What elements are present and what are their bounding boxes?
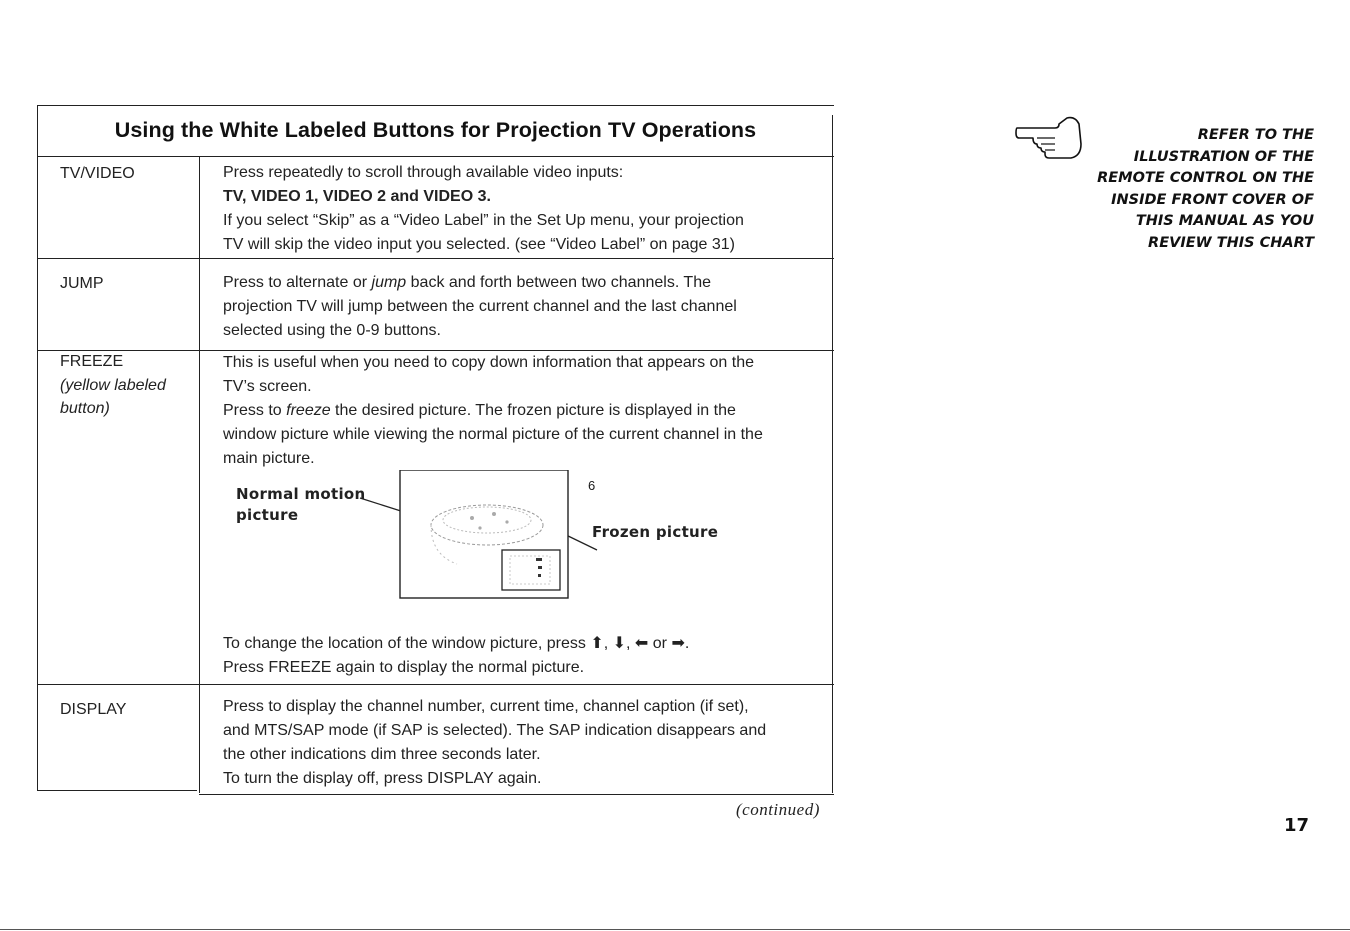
side-note-line: REMOTE CONTROL ON THE: [1097, 170, 1314, 187]
page-number: 17: [1284, 815, 1310, 836]
side-note-line: INSIDE FRONT COVER OF: [1111, 191, 1314, 208]
desc-line: the other indications dim three seconds later.: [223, 746, 541, 763]
desc-line: To turn the display off, press DISPLAY again.: [223, 770, 542, 787]
desc-line: and MTS/SAP mode (if SAP is selected). The SAP indication disappears and: [223, 722, 767, 739]
normal-motion-picture-label: Normal motion picture: [236, 485, 366, 524]
desc-line: Press repeatedly to scroll through available video inputs:: [223, 164, 624, 181]
side-note-line: THIS MANUAL AS YOU: [1135, 213, 1314, 230]
freeze-label: FREEZE: [60, 353, 124, 370]
table-bottom-border: [199, 794, 834, 795]
table-bottom-border: [37, 790, 197, 791]
title-divider: [37, 156, 834, 157]
row-desc-display: [223, 695, 833, 791]
freeze-illustration: [232, 470, 752, 605]
continued-note: (continued): [736, 800, 820, 819]
button-reference-table: [37, 105, 834, 793]
desc-line: window picture while viewing the normal picture of the current channel in the: [223, 426, 763, 443]
row-label-tv-video: TV/VIDEO: [60, 165, 135, 182]
table-top-border: [37, 105, 834, 106]
desc-line: Press to freeze the desired picture. The frozen picture is displayed in the: [223, 402, 736, 419]
row-divider: [37, 258, 834, 259]
desc-line: Press to display the channel number, current time, channel caption (if set),: [223, 698, 749, 715]
page-bottom-rule: [0, 929, 1350, 930]
desc-line: main picture.: [223, 450, 315, 467]
row-desc-tv-video: [223, 161, 833, 257]
desc-line: selected using the 0-9 buttons.: [223, 322, 441, 339]
desc-line: TV’s screen.: [223, 378, 312, 395]
desc-line-inputs: TV, VIDEO 1, VIDEO 2 and VIDEO 3.: [223, 188, 491, 205]
row-desc-freeze: [223, 351, 833, 471]
row-desc-jump: [223, 271, 833, 343]
desc-line: projection TV will jump between the current channel and the last channel: [223, 298, 737, 315]
side-note: [1054, 125, 1314, 255]
row-desc-freeze-continued: [223, 632, 833, 680]
desc-line: Press to alternate or jump back and forth between two channels. The: [223, 274, 711, 291]
frozen-picture-label: Frozen picture: [592, 523, 719, 541]
table-title: Using the White Labeled Buttons for Projection TV Operations: [114, 118, 757, 142]
desc-line: If you select “Skip” as a “Video Label” in the Set Up menu, your projection: [223, 212, 744, 229]
column-divider: [199, 156, 200, 793]
row-divider: [37, 684, 834, 685]
row-label-freeze: [60, 350, 190, 420]
row-label-display: DISPLAY: [60, 701, 127, 718]
side-note-line: ILLUSTRATION OF THE: [1133, 148, 1314, 165]
desc-line-arrows: To change the location of the window picture, press ⬆, ⬇, ⬅ or ➡.: [223, 635, 690, 652]
desc-line: TV will skip the video input you selected. (see “Video Label” on page 31): [223, 236, 736, 253]
table-left-border: [37, 105, 38, 790]
side-note-line: REFER TO THE: [1197, 127, 1314, 143]
side-note-line: REVIEW THIS CHART: [1148, 234, 1314, 251]
desc-line: Press FREEZE again to display the normal picture.: [223, 659, 585, 676]
row-label-jump: JUMP: [60, 275, 104, 292]
desc-line: This is useful when you need to copy down information that appears on the: [223, 354, 754, 371]
freeze-sublabel: (yellow labeled button): [60, 377, 166, 417]
channel-number-badge: 6: [588, 478, 596, 493]
